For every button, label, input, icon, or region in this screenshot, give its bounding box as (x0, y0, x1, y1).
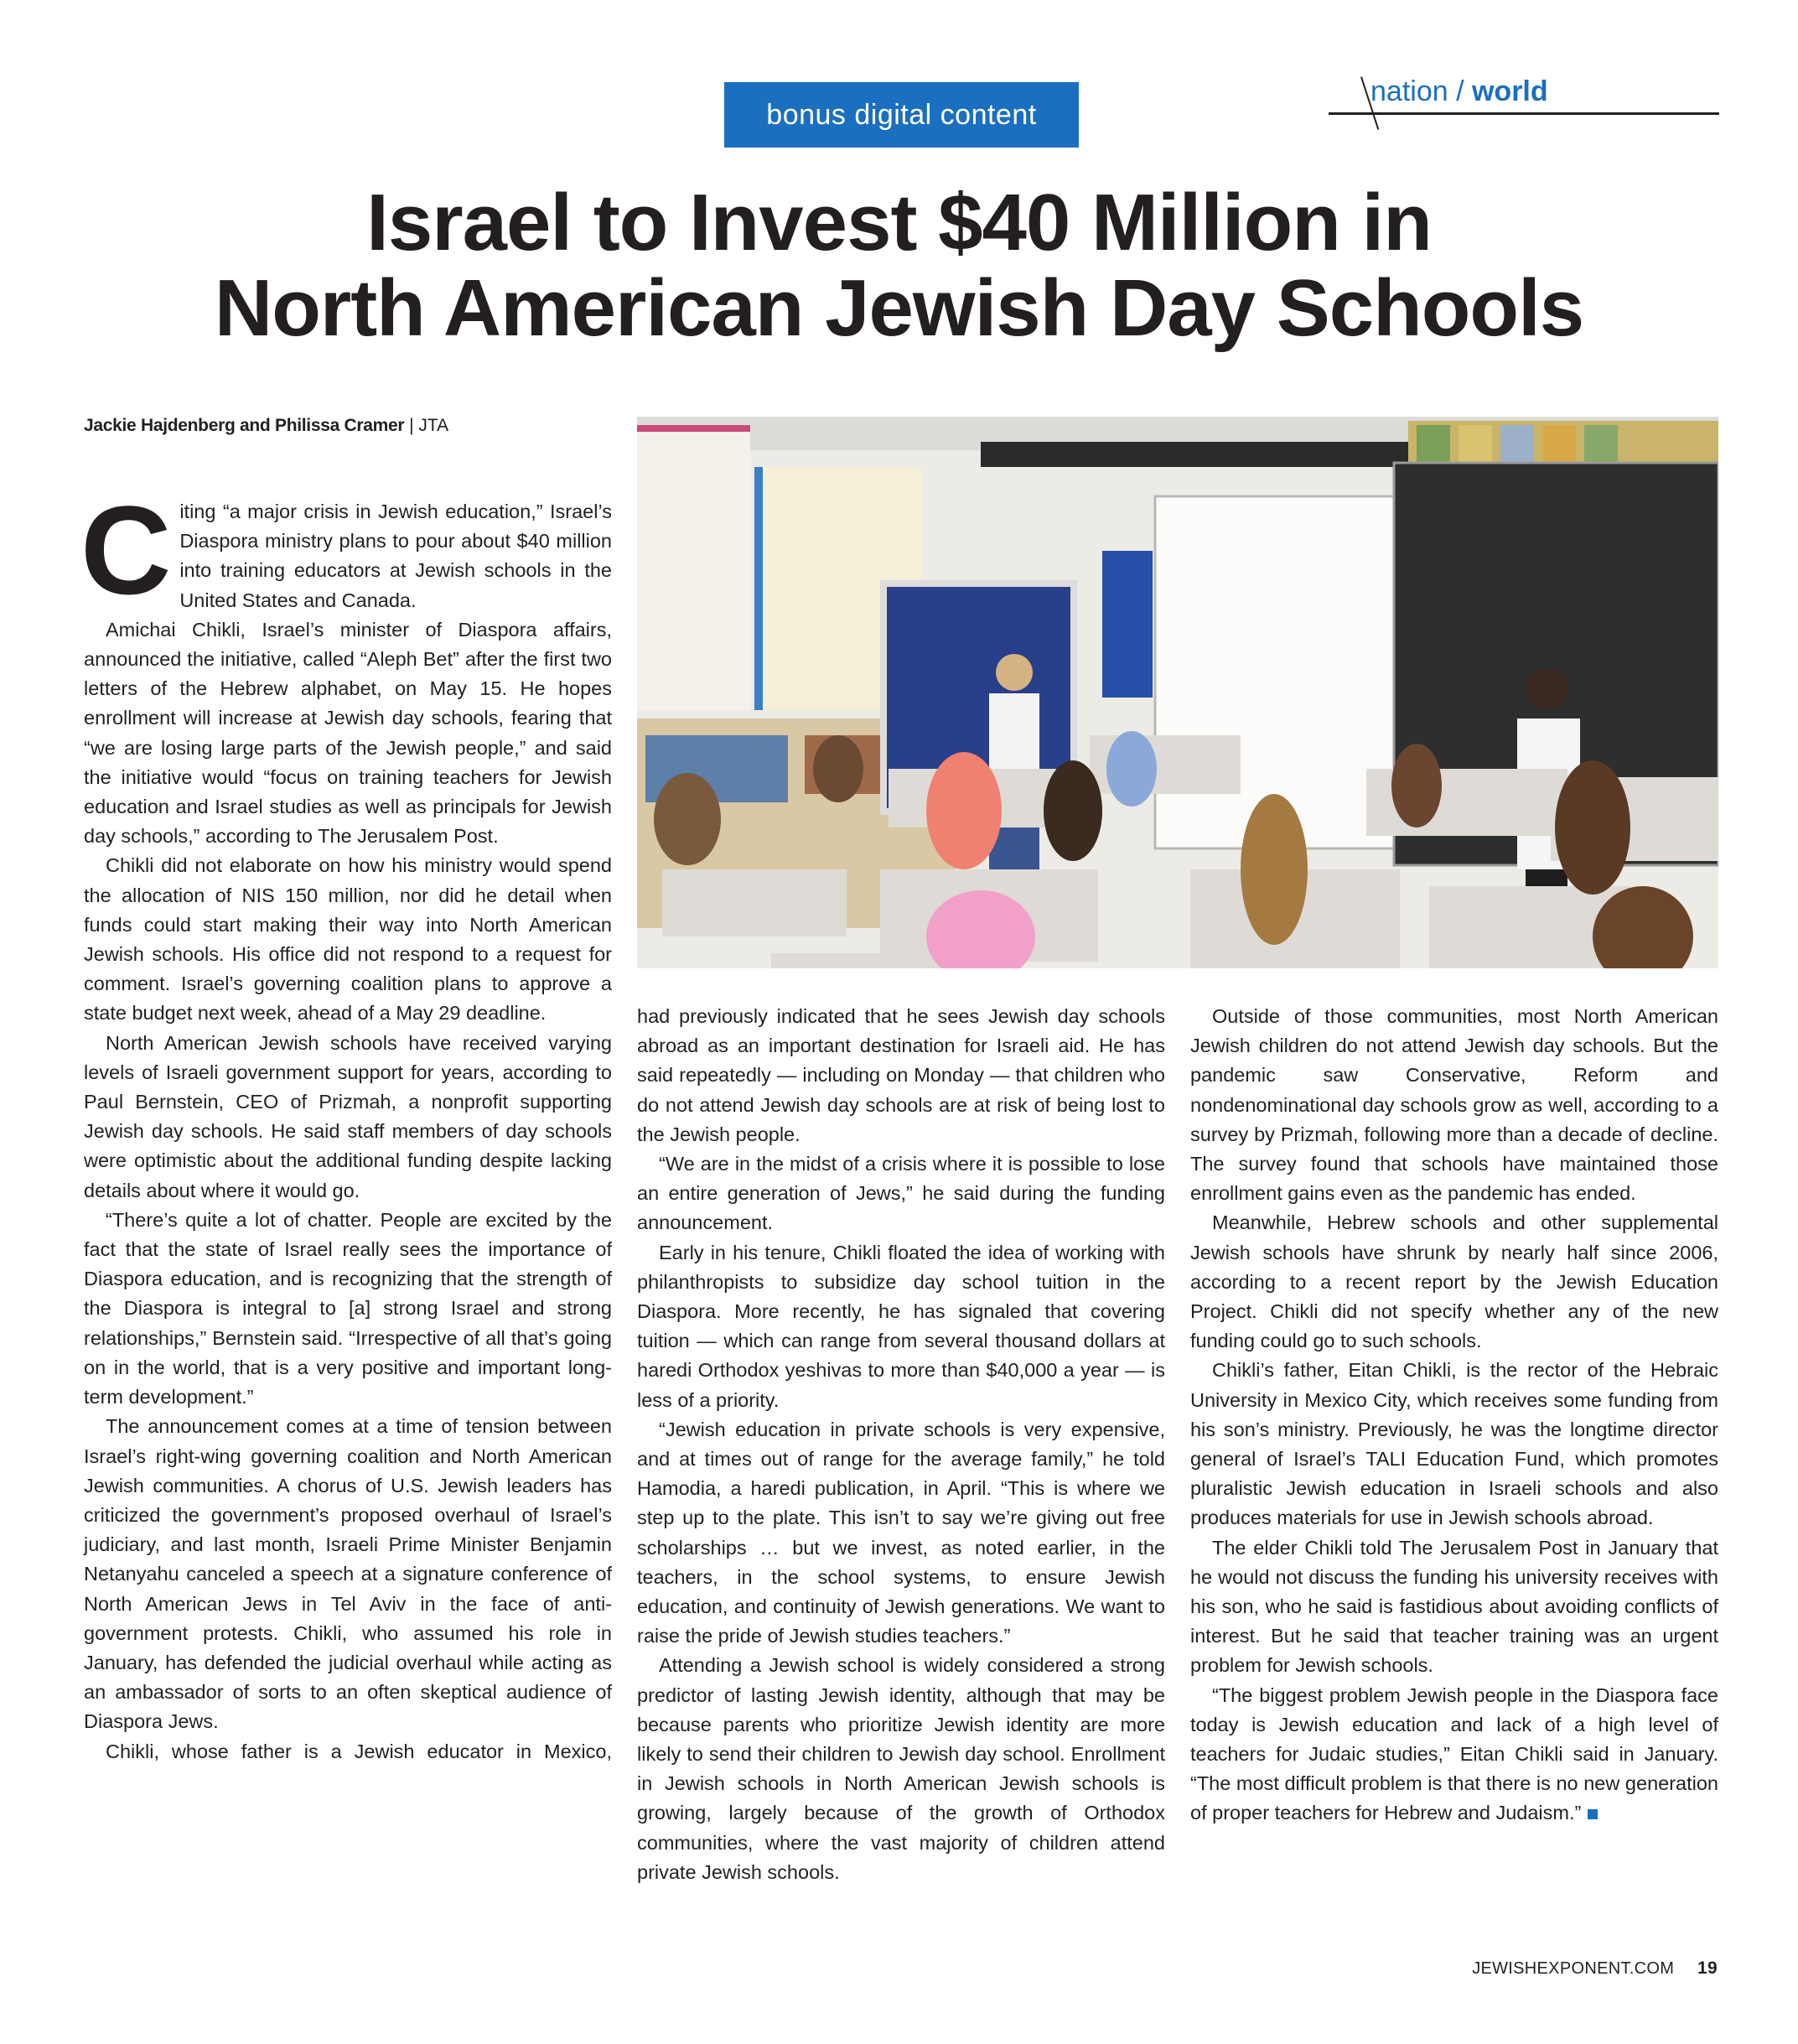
section-label-world: world (1471, 75, 1548, 107)
article-paragraph: had previously indicated that he sees Jewish day schools abroad as an important destination for Israeli aid. He has said repeatedly — including on Monday — that children who do not attend Jewish day schools are at risk of being lost to the Jewish people. (637, 1005, 1165, 1145)
paragraph-text: iting “a major crisis in Jewish education,” Israel’s Diaspora ministry plans to pour about $40 million into training educators at Jewish schools in the United States and Canada. (179, 501, 612, 611)
article-paragraph: The elder Chikli told The Jerusalem Post in January that he would not discuss the funding his university receives with his son, who he said is fastidious about avoiding conflicts of interest. But he said that teacher training was an urgent problem for Jewish schools. (1190, 1536, 1718, 1677)
article-column-1 (80, 480, 612, 1766)
article-paragraph: Chikli, whose father is a Jewish educator in Mexico, (106, 1740, 612, 1762)
drop-cap: C (80, 480, 172, 620)
article-paragraph (80, 480, 612, 620)
article-paragraph: Chikli’s father, Eitan Chikli, is the rector of the Hebraic University in Mexico City, which receives some funding from his son’s ministry. Previously, he was the longtime director general of Israel’s TALI Education Fund, which promotes pluralistic Jewish education in Israeli schools and also produces materials for use in Jewish schools abroad. (1190, 1359, 1718, 1529)
article-paragraph: Early in his tenure, Chikli floated the idea of working with philanthropists to subsidize day school tuition in the Diaspora. More recently, he has signaled that covering tuition — which can range from several thousand dollars at haredi Orthodox yeshivas to more than $40,000 a year — is less of a priority. (637, 1241, 1165, 1411)
page-footer (1472, 1958, 1718, 1979)
classroom-photo-illustration (637, 417, 1718, 968)
article-paragraph (1190, 1681, 1718, 1829)
byline-source: JTA (418, 416, 449, 435)
headline-line-1: Israel to Invest $40 Million in (366, 178, 1432, 267)
article-paragraph: Outside of those communities, most North American Jewish children do not attend Jewish day schools. But the pandemic saw Conservative, Reform and nondenominational day schools grow as well, according to a survey by Prizmah, following more than a decade of decline. The survey found that schools have maintained those enrollment gains even as the pandemic has ended. (1190, 1005, 1718, 1205)
end-mark-icon (1588, 1809, 1598, 1819)
article-paragraph: Attending a Jewish school is widely considered a strong predictor of lasting Jewish identity, although that may be because parents who prioritize Jewish identity are more likely to send their children to Jewish day school. Enrollment in Jewish schools in North American Jewish schools is growing, largely because of the growth of Orthodox communities, where the vast majority of children attend private Jewish schools. (637, 1654, 1165, 1883)
bonus-digital-content-badge (724, 82, 1079, 148)
badge-label: bonus digital content (766, 98, 1037, 131)
byline-authors: Jackie Hajdenberg and Philissa Cramer (84, 416, 405, 435)
article-paragraph: Chikli did not elaborate on how his ministry would spend the allocation of NIS 150 million, nor did he detail when funds could start making their way into North American Jewish schools. His office did not respond to a request for comment. Israel’s governing coalition plans to approve a state budget next week, ahead of a May 29 deadline. (84, 854, 612, 1025)
article-paragraph: “We are in the midst of a crisis where it is possible to lose an entire generation of Jews,” he said during the funding announcement. (637, 1153, 1165, 1234)
paragraph-text: “The biggest problem Jewish people in the Diaspora face today is Jewish education and lack of a high level of teachers for Judaic studies,” Eitan Chikli said in January. “The most difficult problem is that there is no new generation of proper teachers for Hebrew and Judaism.” (1190, 1683, 1718, 1824)
article-paragraph: “Jewish education in private schools is very expensive, and at times out of range for the average family,” he told Hamodia, a haredi publication, in April. “This is where we step up to the plate. This isn’t to say we’re giving out free scholarships … but we invest, as noted earlier, in the teachers, in the school systems, to ensure Jewish education, and continuity of Jewish generations. We want to raise the pride of Jewish studies teachers.” (637, 1418, 1165, 1647)
byline (84, 416, 448, 436)
article-column-3 (1190, 1002, 1718, 1829)
section-label-nation: nation / (1371, 75, 1472, 107)
byline-separator: | (404, 416, 419, 435)
headline-line-2: North American Jewish Day Schools (214, 263, 1584, 353)
classroom-photo (637, 417, 1718, 968)
article-paragraph: Amichai Chikli, Israel’s minister of Diaspora affairs, announced the initiative, called “Aleph Bet” after the first two letters of the Hebrew alphabet, on May 15. He hopes enrollment will increase at Jewish day schools, fearing that “we are losing large parts of the Jewish people,” and said the initiative would “focus on training teachers for Jewish education and Israel studies as well as principals for Jewish day schools,” according to The Jerusalem Post. (84, 618, 612, 848)
section-header (1329, 77, 1719, 127)
article-paragraph: The announcement comes at a time of tension between Israel’s right-wing governing coalition and North American Jewish communities. A chorus of U.S. Jewish leaders has criticized the government’s proposed overhaul of Israel’s judiciary, and last month, Israeli Prime Minister Benjamin Netanyahu canceled a speech at a signature conference of North American Jews in Tel Aviv in the face of anti-government protests. Chikli, who assumed his role in January, has defended the judicial overhaul while acting as an ambassador of sorts to an often skeptical audience of Diaspora Jews. (84, 1415, 612, 1733)
footer-site: JEWISHEXPONENT.COM (1472, 1959, 1675, 1978)
section-label (1371, 75, 1548, 108)
section-rule (1329, 112, 1719, 115)
article-paragraph: Meanwhile, Hebrew schools and other supplemental Jewish schools have shrunk by nearly half since 2006, according to a recent report by the Jewish Education Project. Chikli did not specify whether any of the new funding could go to such schools. (1190, 1211, 1718, 1352)
page-number: 19 (1697, 1958, 1718, 1978)
article-paragraph: North American Jewish schools have received varying levels of Israeli government support for years, according to Paul Bernstein, CEO of Prizmah, a nonprofit supporting Jewish day schools. He said staff members of day schools were optimistic about the additional funding despite lacking details about where it would go. (84, 1031, 612, 1201)
article-column-2 (637, 1002, 1165, 1887)
article-headline (0, 180, 1798, 351)
article-paragraph: “There’s quite a lot of chatter. People are excited by the fact that the state of Israel really sees the importance of Diaspora education, and is recognizing that the strength of the Diaspora is integral to [a] strong Israel and strong relationships,” Bernstein said. “Irrespective of all that’s going on in the world, that is a very positive and important long-term development.” (84, 1208, 612, 1408)
